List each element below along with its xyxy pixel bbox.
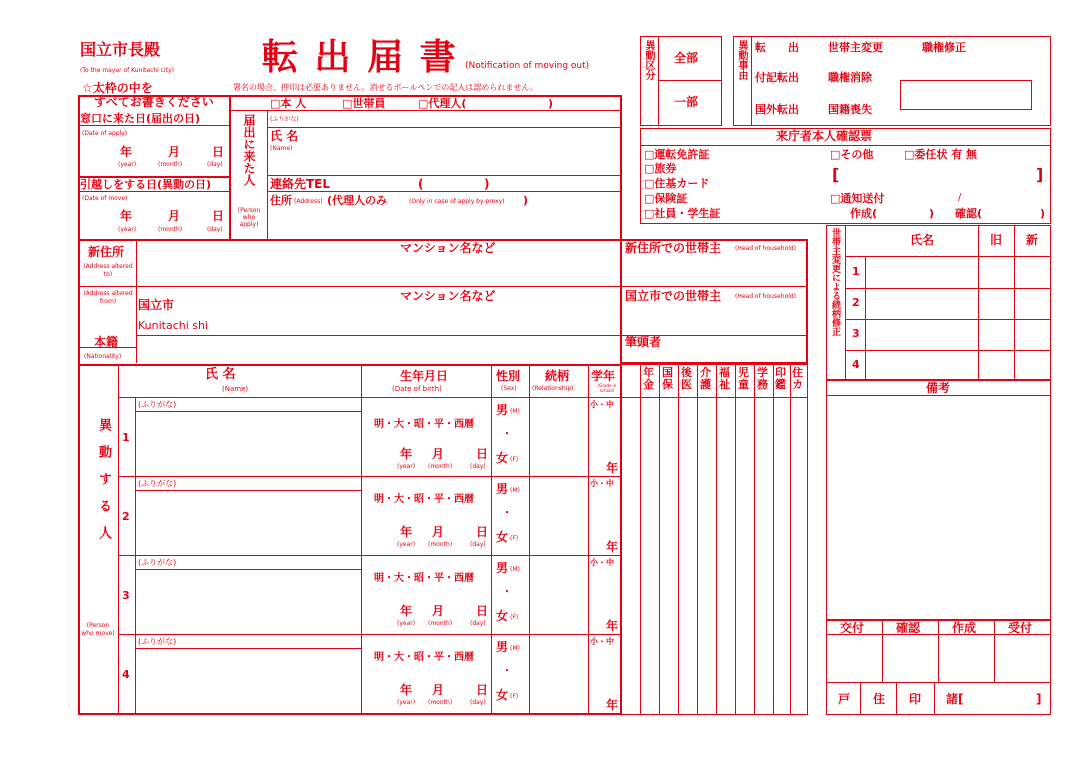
applicant-address-note-close: ) bbox=[523, 194, 529, 207]
bikou-label: 備考 bbox=[926, 381, 951, 395]
check-col-jidou: 児童 bbox=[738, 366, 749, 391]
bottom-ju: 住 bbox=[873, 692, 886, 706]
old-address-city-en: Kunitachi shi bbox=[138, 319, 209, 332]
mover2-grade-unit: 年 bbox=[606, 540, 619, 554]
mover4-day[interactable]: 日 bbox=[476, 683, 489, 697]
mover2-male[interactable]: 男 bbox=[496, 482, 509, 496]
hittousha-label: 筆頭者 bbox=[625, 335, 662, 349]
mover2-female-en: (F) bbox=[510, 535, 519, 542]
mover3-era[interactable]: 明・大・昭・平・西暦 bbox=[374, 573, 474, 584]
mover4-year-en: (year) bbox=[397, 699, 416, 706]
mover4-grade-unit: 年 bbox=[606, 698, 619, 712]
applicant-furigana: (ふりがな) bbox=[270, 116, 299, 123]
check-col-juka: 住カ bbox=[792, 366, 803, 391]
mover4-sex-dot: ・ bbox=[502, 666, 512, 677]
mover1-day[interactable]: 日 bbox=[476, 447, 489, 461]
mover2-sex-dot: ・ bbox=[502, 508, 512, 519]
applicant-address-note-en: (Only in case of apply by proxy) bbox=[409, 198, 505, 205]
mover2-number: 2 bbox=[122, 510, 130, 523]
mover3-male[interactable]: 男 bbox=[496, 561, 509, 575]
move-month[interactable]: 月 bbox=[168, 209, 181, 223]
signature-note: 署名の場合、押印は必要ありません。消せるボールペンでの記入は認められません。 bbox=[233, 83, 538, 92]
instruction-line-1: ☆太枠の中を bbox=[82, 81, 153, 95]
applicant-name-en: (Name) bbox=[270, 145, 293, 152]
stamp-kakunin: 確認 bbox=[896, 621, 921, 635]
kubun-label: 異動区分 bbox=[643, 40, 654, 80]
conf-passport[interactable]: □旅券 bbox=[644, 162, 677, 175]
conf-bracket-close: ] bbox=[1036, 165, 1044, 184]
mover2-day-en: (day) bbox=[470, 541, 486, 548]
relation-row-2: 2 bbox=[852, 296, 860, 309]
mover3-day-en: (day) bbox=[470, 620, 486, 627]
mover1-year[interactable]: 年 bbox=[400, 447, 413, 461]
conf-notice[interactable]: □通知送付 bbox=[830, 192, 885, 205]
mover4-era[interactable]: 明・大・昭・平・西暦 bbox=[374, 652, 474, 663]
mover4-month-en: (month) bbox=[428, 699, 453, 706]
move-date-label-en: (Date of move) bbox=[82, 195, 128, 202]
col-name-en: (Name) bbox=[222, 385, 249, 393]
mover3-school[interactable]: 小・中 bbox=[590, 558, 614, 567]
conf-jyuki[interactable]: □住基カード bbox=[644, 177, 710, 190]
mover3-month-en: (month) bbox=[428, 620, 453, 627]
kubun-all[interactable]: 全部 bbox=[674, 51, 699, 65]
col-birth-en: (Date of birth) bbox=[392, 385, 442, 393]
check-col-koui: 後医 bbox=[681, 366, 692, 391]
mover4-year[interactable]: 年 bbox=[400, 683, 413, 697]
opt-self[interactable]: □本 人 bbox=[270, 97, 307, 110]
check-grid bbox=[622, 364, 808, 715]
mover1-name-input[interactable] bbox=[138, 414, 358, 472]
new-mansion-label: マンション名など bbox=[400, 241, 496, 255]
relation-col-new: 新 bbox=[1026, 233, 1039, 247]
old-address-input[interactable] bbox=[190, 298, 616, 318]
check-col-inkan: 印鑑 bbox=[775, 366, 786, 391]
mover1-era[interactable]: 明・大・昭・平・西暦 bbox=[374, 419, 474, 430]
mover3-furigana: (ふりがな) bbox=[138, 558, 177, 567]
conf-created-close: ) bbox=[929, 207, 935, 220]
mover1-year-en: (year) bbox=[397, 463, 416, 470]
old-head-en: (Head of household) bbox=[735, 293, 797, 300]
instruction-line-2: すべてお書きください bbox=[94, 95, 214, 109]
applicant-side-label-en: (Person who apply) bbox=[237, 207, 261, 228]
reason-tenshutsu[interactable]: 転 出 bbox=[755, 41, 799, 54]
move-day[interactable]: 日 bbox=[212, 209, 225, 223]
relation-col-old: 旧 bbox=[990, 233, 1003, 247]
addressee-en: (To the mayar of Kunitachi city) bbox=[80, 67, 174, 74]
mover2-year-en: (year) bbox=[397, 541, 416, 548]
check-col-kokuho: 国保 bbox=[662, 366, 673, 391]
applicant-tel-open: ( bbox=[418, 177, 424, 191]
form-title: 転 出 届 書 bbox=[262, 37, 458, 78]
move-year-en: (year) bbox=[118, 226, 137, 233]
col-grade: 学年 bbox=[591, 369, 616, 383]
mover1-month[interactable]: 月 bbox=[432, 447, 445, 461]
relation-row-3: 3 bbox=[852, 327, 860, 340]
relation-col-name: 氏名 bbox=[910, 233, 935, 247]
opt-agent[interactable]: □代理人( bbox=[418, 97, 467, 110]
mover4-name-input[interactable] bbox=[138, 651, 358, 711]
mover4-female-en: (F) bbox=[510, 693, 519, 700]
mover1-sex-dot: ・ bbox=[502, 429, 512, 440]
mover3-grade-unit: 年 bbox=[606, 619, 619, 633]
col-grade-en: (Grade in school) bbox=[597, 383, 617, 393]
mover1-day-en: (day) bbox=[470, 463, 486, 470]
reason-memo-input[interactable] bbox=[900, 80, 1032, 110]
apply-date-label: 窓口に来た日(届出の日) bbox=[80, 112, 201, 125]
opt-household[interactable]: □世帯員 bbox=[342, 97, 386, 110]
move-year[interactable]: 年 bbox=[120, 209, 133, 223]
reason-kokuseki[interactable]: 国籍喪失 bbox=[828, 103, 872, 116]
new-address-label: 新住所 bbox=[88, 245, 125, 259]
applicant-name-label: 氏 名 bbox=[270, 129, 299, 143]
honseki-input[interactable] bbox=[140, 338, 616, 362]
apply-month[interactable]: 月 bbox=[168, 145, 181, 159]
applicant-tel-label: 連絡先TEL bbox=[270, 177, 331, 191]
mover2-school[interactable]: 小・中 bbox=[590, 479, 614, 488]
stamp-uketsuke: 受付 bbox=[1008, 621, 1033, 635]
form-title-en: (Notification of moving out) bbox=[465, 61, 590, 71]
mover1-school[interactable]: 小・中 bbox=[590, 400, 614, 409]
applicant-address-label: 住所 bbox=[270, 194, 292, 207]
col-name: 氏 名 bbox=[205, 367, 236, 382]
mover3-day[interactable]: 日 bbox=[476, 604, 489, 618]
mover2-furigana: (ふりがな) bbox=[138, 479, 177, 488]
mover2-male-en: (M) bbox=[510, 487, 520, 494]
mover4-month[interactable]: 月 bbox=[432, 683, 445, 697]
opt-agent-close: ) bbox=[548, 97, 554, 110]
move-month-en: (month) bbox=[158, 226, 183, 233]
mover3-female-en: (F) bbox=[510, 614, 519, 621]
mover2-month[interactable]: 月 bbox=[432, 525, 445, 539]
stamp-koufu: 交付 bbox=[840, 621, 865, 635]
conf-other[interactable]: □その他 bbox=[830, 148, 874, 161]
new-address-input[interactable] bbox=[140, 258, 616, 284]
apply-day-en: (day) bbox=[207, 161, 223, 168]
mover3-sex-dot: ・ bbox=[502, 587, 512, 598]
conf-bracket-open: [ bbox=[832, 165, 840, 184]
col-birth: 生年月日 bbox=[400, 369, 449, 383]
conf-proxy[interactable]: □委任状 有 無 bbox=[904, 148, 978, 161]
conf-slash: / bbox=[958, 192, 962, 203]
old-head-label: 国立市での世帯主 bbox=[625, 289, 722, 303]
mover1-month-en: (month) bbox=[428, 463, 453, 470]
mover4-number: 4 bbox=[122, 668, 130, 681]
mover4-day-en: (day) bbox=[470, 699, 486, 706]
mover1-female[interactable]: 女 bbox=[496, 451, 509, 465]
mover3-female[interactable]: 女 bbox=[496, 609, 509, 623]
bottom-sho: 諸[ bbox=[946, 692, 964, 706]
bottom-to: 戸 bbox=[838, 692, 851, 706]
col-sex-en: (Sex) bbox=[501, 385, 517, 392]
mover4-male-en: (M) bbox=[510, 645, 520, 652]
move-day-en: (day) bbox=[207, 226, 223, 233]
move-date-label: 引越しをする日(異動の日) bbox=[80, 178, 212, 191]
mover3-name-input[interactable] bbox=[138, 572, 358, 630]
col-relationship: 続柄 bbox=[545, 369, 570, 383]
old-address-city: 国立市 bbox=[138, 298, 175, 312]
apply-day[interactable]: 日 bbox=[212, 145, 225, 159]
check-col-gakumu: 学務 bbox=[757, 366, 768, 391]
applicant-address-note: (代理人のみ bbox=[327, 194, 388, 207]
check-col-fukushi: 福祉 bbox=[719, 366, 730, 391]
mover1-female-en: (F) bbox=[510, 456, 519, 463]
bottom-close: ] bbox=[1036, 692, 1042, 706]
col-sex: 性別 bbox=[496, 369, 521, 383]
apply-year-en: (year) bbox=[118, 161, 137, 168]
mover1-furigana: (ふりがな) bbox=[138, 400, 177, 409]
conf-created: 作成( bbox=[850, 207, 878, 220]
mover1-male[interactable]: 男 bbox=[496, 403, 509, 417]
mover3-year-en: (year) bbox=[397, 620, 416, 627]
old-address-label-en: (Address altered from) bbox=[83, 290, 133, 305]
apply-month-en: (month) bbox=[158, 161, 183, 168]
new-head-label: 新住所での世帯主 bbox=[625, 241, 722, 255]
mover3-male-en: (M) bbox=[510, 566, 520, 573]
mover2-era[interactable]: 明・大・昭・平・西暦 bbox=[374, 494, 474, 505]
reason-shokuken-shojo[interactable]: 職権消除 bbox=[828, 71, 872, 84]
reason-kokugai[interactable]: 国外転出 bbox=[755, 103, 799, 116]
reason-setainushi[interactable]: 世帯主変更 bbox=[828, 41, 883, 54]
honseki-label: 本籍 bbox=[94, 335, 119, 349]
mover1-number: 1 bbox=[122, 431, 130, 444]
col-relationship-en: (Relationship) bbox=[532, 385, 574, 392]
confirm-header: 来庁者本人確認票 bbox=[776, 129, 873, 143]
mover4-school[interactable]: 小・中 bbox=[590, 637, 614, 646]
check-col-kaigo: 介護 bbox=[700, 366, 711, 391]
relation-row-1: 1 bbox=[852, 265, 860, 278]
honseki-label-en: (Nationality) bbox=[84, 353, 122, 360]
mover2-female[interactable]: 女 bbox=[496, 530, 509, 544]
reason-fuki[interactable]: 付記転出 bbox=[755, 71, 799, 84]
bottom-in: 印 bbox=[909, 692, 922, 706]
old-mansion-label: マンション名など bbox=[400, 289, 496, 303]
mover3-year[interactable]: 年 bbox=[400, 604, 413, 618]
new-head-en: (Head of household) bbox=[735, 245, 797, 252]
mover3-month[interactable]: 月 bbox=[432, 604, 445, 618]
check-col-nenkin: 年金 bbox=[643, 366, 654, 391]
mover2-month-en: (month) bbox=[428, 541, 453, 548]
conf-confirmed: 確認( bbox=[955, 207, 983, 220]
mover4-male[interactable]: 男 bbox=[496, 640, 509, 654]
applicant-address-en: (Address) bbox=[294, 198, 323, 205]
mover3-number: 3 bbox=[122, 589, 130, 602]
mover1-grade-unit: 年 bbox=[606, 461, 619, 475]
movers-side-label-en: (Person who move) bbox=[81, 622, 115, 637]
applicant-side-label: 届出に来た人 bbox=[242, 114, 256, 186]
addressee: 国立市長殿 bbox=[80, 40, 161, 59]
applicant-name-input[interactable] bbox=[320, 140, 616, 172]
apply-date-label-en: (Date of apply) bbox=[82, 130, 128, 137]
conf-employee[interactable]: □社員・学生証 bbox=[644, 207, 721, 220]
mover1-male-en: (M) bbox=[510, 408, 520, 415]
applicant-tel-close: ) bbox=[484, 177, 490, 191]
mover2-name-input[interactable] bbox=[138, 493, 358, 551]
conf-insurance[interactable]: □保険証 bbox=[644, 192, 688, 205]
mover4-furigana: (ふりがな) bbox=[138, 637, 177, 646]
stamp-sakusei: 作成 bbox=[952, 621, 977, 635]
kubun-part[interactable]: 一部 bbox=[674, 95, 699, 109]
jiyu-label: 異動事由 bbox=[736, 40, 747, 80]
conf-confirmed-close: ) bbox=[1040, 207, 1046, 220]
relation-side-label: 世帯主変更による続柄修正 bbox=[830, 228, 840, 336]
relation-fix-box bbox=[826, 225, 1051, 380]
mover2-day[interactable]: 日 bbox=[476, 525, 489, 539]
apply-year[interactable]: 年 bbox=[120, 145, 133, 159]
new-address-label-en: (Address altered to) bbox=[83, 263, 133, 278]
bikou-input[interactable] bbox=[830, 398, 1048, 616]
relation-row-4: 4 bbox=[852, 358, 860, 371]
movers-side-label: 異動する人 bbox=[96, 418, 111, 553]
reason-shokuken-shusei[interactable]: 職権修正 bbox=[922, 41, 966, 54]
conf-license[interactable]: □運転免許証 bbox=[644, 148, 710, 161]
mover2-year[interactable]: 年 bbox=[400, 525, 413, 539]
mover4-female[interactable]: 女 bbox=[496, 688, 509, 702]
